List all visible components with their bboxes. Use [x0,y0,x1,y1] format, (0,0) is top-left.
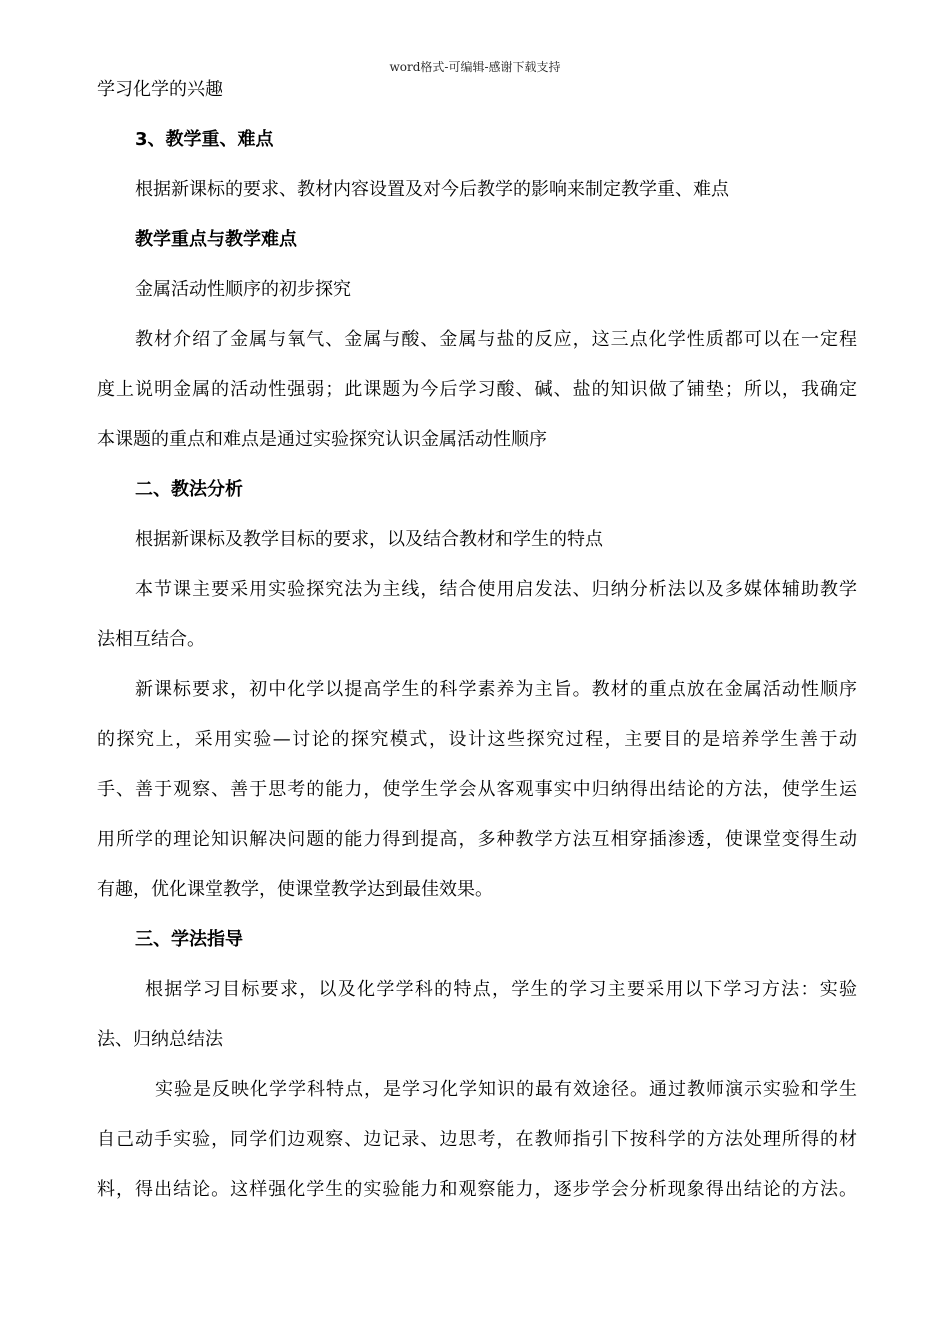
section-heading: 三、学法指导 [135,929,243,950]
text-line: 根据学习目标要求，以及化学学科的特点，学生的学习主要采用以下学习方法：实验 [145,979,857,1000]
text-line: 根据新课标及教学目标的要求，以及结合教材和学生的特点 [135,529,603,550]
text-line: 有趣，优化课堂教学，使课堂教学达到最佳效果。 [97,879,493,900]
section-heading: 3、教学重、难点 [135,129,274,150]
text-line: 度上说明金属的活动性强弱；此课题为今后学习酸、碱、盐的知识做了铺垫；所以，我确定 [97,379,857,400]
text-line: 手、善于观察、善于思考的能力，使学生学会从客观事实中归纳得出结论的方法，使学生运 [97,779,857,800]
page-header: word格式-可编辑-感谢下载支持 [389,60,561,74]
text-line: 新课标要求，初中化学以提高学生的科学素养为主旨。教材的重点放在金属活动性顺序 [135,679,857,700]
text-line: 实验是反映化学学科特点，是学习化学知识的最有效途径。通过教师演示实验和学生 [155,1079,857,1100]
section-heading: 二、教法分析 [135,479,243,500]
text-line: 根据新课标的要求、教材内容设置及对今后教学的影响来制定教学重、难点 [135,179,729,200]
section-heading: 教学重点与教学难点 [135,229,297,250]
text-line: 法相互结合。 [97,629,205,650]
text-line: 本课题的重点和难点是通过实验探究认识金属活动性顺序 [97,429,547,450]
text-line: 自己动手实验，同学们边观察、边记录、边思考，在教师指引下按科学的方法处理所得的材 [97,1129,857,1150]
text-line: 金属活动性顺序的初步探究 [135,279,351,300]
text-line: 本节课主要采用实验探究法为主线，结合使用启发法、归纳分析法以及多媒体辅助教学 [135,579,857,600]
text-line: 学习化学的兴趣 [97,79,223,100]
text-line: 法、归纳总结法 [97,1029,223,1050]
text-line: 料，得出结论。这样强化学生的实验能力和观察能力，逐步学会分析现象得出结论的方法。 [97,1179,857,1200]
text-line: 教材介绍了金属与氧气、金属与酸、金属与盐的反应，这三点化学性质都可以在一定程 [135,329,857,350]
text-line: 的探究上，采用实验—讨论的探究模式，设计这些探究过程，主要目的是培养学生善于动 [97,729,857,750]
text-line: 用所学的理论知识解决问题的能力得到提高，多种教学方法互相穿插渗透，使课堂变得生动 [97,829,857,850]
